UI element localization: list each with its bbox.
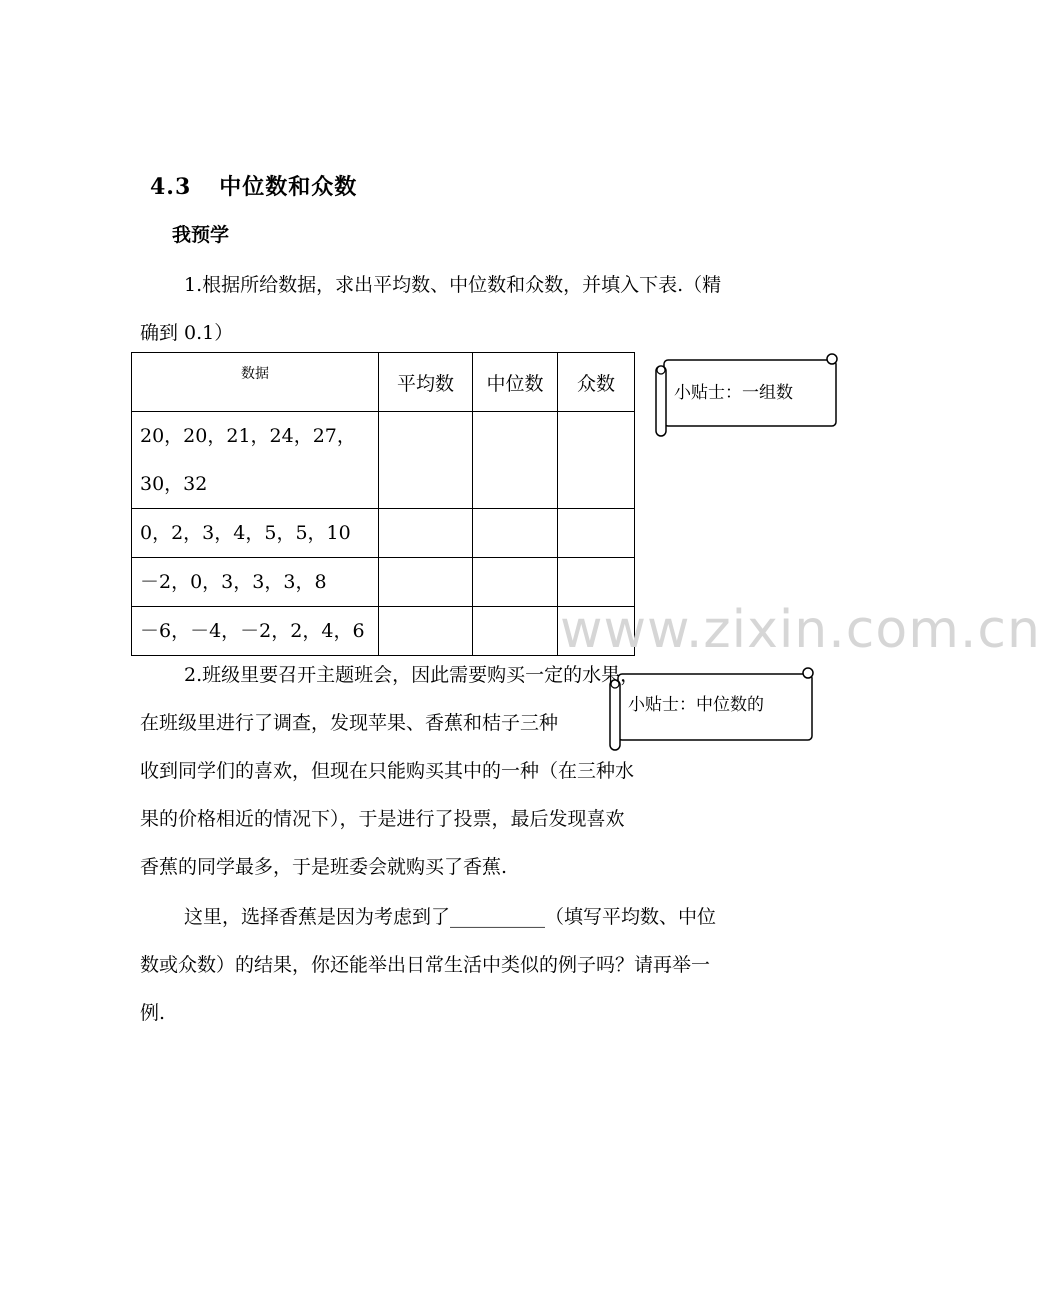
q2-line1: 2.班级里要召开主题班会，因此需要购买一定的水果， xyxy=(184,664,640,686)
mode-answer-cell[interactable] xyxy=(558,509,635,558)
table-header-row xyxy=(132,353,635,412)
subheading: 我预学 xyxy=(172,224,230,246)
header-mean: 平均数 xyxy=(379,353,473,412)
section-heading xyxy=(150,170,357,201)
header-median: 中位数 xyxy=(473,353,558,412)
q2-line3: 收到同学们的喜欢，但现在只能购买其中的一种（在三种水 xyxy=(140,760,635,782)
q2b-line2: 数或众数）的结果，你还能举出日常生活中类似的例子吗？请再举一 xyxy=(140,954,711,976)
median-answer-cell[interactable] xyxy=(473,509,558,558)
watermark: www.zixin.com.cn xyxy=(560,600,1041,660)
row-data-line: 20，20，21，24，27， xyxy=(140,425,356,447)
row-data-line: 30，32 xyxy=(140,473,208,495)
mean-answer-cell[interactable] xyxy=(379,412,473,509)
tip2-text: 小贴士：中位数的 xyxy=(628,695,764,715)
mean-answer-cell[interactable] xyxy=(379,509,473,558)
header-mode: 众数 xyxy=(558,353,635,412)
q2b-text-before: 这里，选择香蕉是因为考虑到了 xyxy=(184,906,451,928)
median-answer-cell[interactable] xyxy=(473,558,558,607)
tip1-text: 小贴士：一组数 xyxy=(674,383,793,403)
q2-line2: 在班级里进行了调查，发现苹果、香蕉和桔子三种 xyxy=(140,712,559,734)
q2-line5: 香蕉的同学最多，于是班委会就购买了香蕉. xyxy=(140,856,508,878)
header-data: 数据 xyxy=(132,353,379,412)
q1-line1: 1.根据所给数据，求出平均数、中位数和众数，并填入下表.（精 xyxy=(184,274,722,296)
section-number: 4.3 xyxy=(150,174,192,200)
tip-scroll-1 xyxy=(652,352,840,442)
q2-line4: 果的价格相近的情况下），于是进行了投票，最后发现喜欢 xyxy=(140,808,625,830)
mean-answer-cell[interactable] xyxy=(379,607,473,656)
q2b-text-after: （填写平均数、中位 xyxy=(545,906,717,928)
mean-answer-cell[interactable] xyxy=(379,558,473,607)
median-answer-cell[interactable] xyxy=(473,607,558,656)
row-data-cell xyxy=(132,412,379,509)
section-title: 中位数和众数 xyxy=(219,174,358,200)
q2b-line3: 例. xyxy=(140,1002,166,1024)
table-row xyxy=(132,509,635,558)
median-answer-cell[interactable] xyxy=(473,412,558,509)
table-row xyxy=(132,412,635,509)
mode-answer-cell[interactable] xyxy=(558,412,635,509)
row-data-cell: 0，2，3，4，5，5，10 xyxy=(132,509,379,558)
q1-line2: 确到 0.1） xyxy=(140,322,234,344)
row-data-cell: －2，0，3，3，3，8 xyxy=(132,558,379,607)
answer-blank[interactable]: __________ xyxy=(450,906,546,928)
row-data-cell: －6，－4，－2，2，4，6 xyxy=(132,607,379,656)
q2b-line1 xyxy=(184,902,716,929)
